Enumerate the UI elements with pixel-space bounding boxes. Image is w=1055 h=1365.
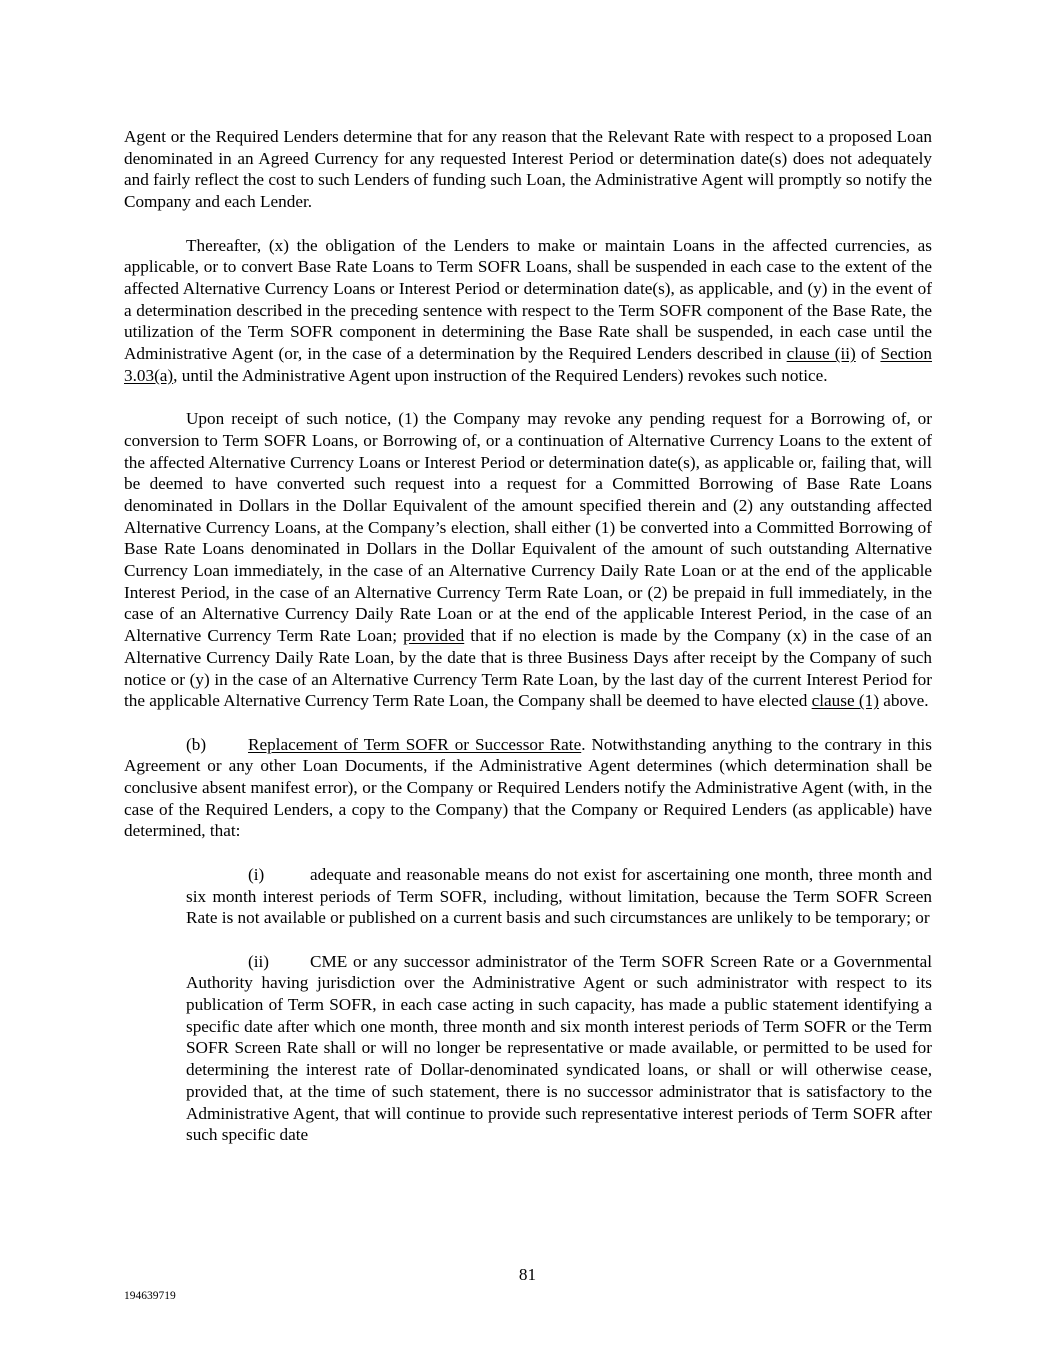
document-body: [124, 126, 932, 1146]
section-b-text: . Notwithstanding anything to the contrary in this Agreement or any other Loan Documents, if the Administrative Agent determines (which determination shall be conclusive absent manifest error), or the Company or Required Lenders notify the Administrative Agent (with, in the case of the Required Lenders, a copy to the Company) that the Company or Required Lenders (as applicable) have determined, that:: [124, 734, 932, 841]
paragraph-thereafter: [124, 235, 932, 387]
paragraph-thereafter-text-b: of: [855, 344, 881, 364]
paragraph-thereafter-text-a: Thereafter, (x) the obligation of the Lenders to make or maintain Loans in the affected currencies, as applicable, or to convert Base Rate Loans to Term SOFR Loans, shall be suspended in each case to the extent of the affected Alternative Currency Loans or Interest Period or determination date(s), as applicable, and (y) in the event of a determination described in the preceding sentence with respect to the Term SOFR component of the Base Rate, the utilization of the Term SOFR component in determining the Base Rate shall be suspended, in each case until the Administrative Agent (or, in the case of a determination by the Required Lenders described in: [124, 235, 932, 364]
section-b-label: (b): [186, 734, 207, 754]
paragraph-b-replacement: [124, 734, 932, 843]
paragraph-upon-receipt-text-b: that if no election is made by the Company (x) in the case of an Alternative Currency Daily Rate Loan, by the date that is three Business Days after receipt by the Company of such notice or (y) in the case of an Alternative Currency Term Rate Loan, by the last day of the current Interest Period for the applicable Alternative Currency Term Rate Loan, the Company shall be deemed to have elected: [124, 626, 932, 711]
provided-term: provided: [403, 626, 465, 646]
section-3-03a-reference: Section 3.03(a): [124, 344, 932, 385]
paragraph-thereafter-text-c: , until the Administrative Agent upon instruction of the Required Lenders) revokes such notice.: [173, 365, 828, 385]
clause-i-label: (i): [248, 864, 265, 884]
clause-i: [186, 864, 932, 929]
document-id: 194639719: [124, 1290, 176, 1302]
page-number: 81: [518, 1265, 537, 1284]
paragraph-upon-receipt: [124, 408, 932, 712]
paragraph-upon-receipt-text-c: above.: [878, 691, 929, 711]
clause-ii-reference: clause (ii): [786, 344, 856, 364]
clause-1-reference: clause (1): [811, 691, 879, 711]
clause-ii-label: (ii): [248, 951, 269, 971]
clause-i-text: adequate and reasonable means do not exist for ascertaining one month, three month and six month interest periods of Term SOFR, including, without limitation, because the Term SOFR Screen Rate is not available or published on a current basis and such circumstances are unlikely to be temporary; or: [186, 864, 932, 928]
section-b-heading: Replacement of Term SOFR or Successor Rate: [248, 734, 582, 754]
clause-ii-text: CME or any successor administrator of the Term SOFR Screen Rate or a Governmental Authority having jurisdiction over the Administrative Agent or such administrator with respect to its publication of Term SOFR, in each case acting in such capacity, has made a public statement identifying a specific date after which one month, three month and six month interest periods of Term SOFR or the Term SOFR Screen Rate shall or will no longer be representative or made available, or permitted to be used for determining the interest rate of Dollar-denominated syndicated loans, or shall or will otherwise cease, provided that, at the time of such statement, there is no successor administrator that is satisfactory to the Administrative Agent, that will continue to provide such representative interest periods of Term SOFR after such specific date: [186, 951, 932, 1145]
paragraph-agent-notice: Agent or the Required Lenders determine that for any reason that the Relevant Rate with respect to a proposed Loan denominated in an Agreed Currency for any requested Interest Period or determination date(s) does not adequately and fairly reflect the cost to such Lenders of funding such Loan, the Administrative Agent will promptly so notify the Company and each Lender.: [124, 127, 932, 212]
clause-ii: [186, 951, 932, 1146]
paragraph-upon-receipt-text-a: Upon receipt of such notice, (1) the Company may revoke any pending request for a Borrowing of, or conversion to Term SOFR Loans, or Borrowing of, or a continuation of Alternative Currency Loans to the extent of the affected Alternative Currency Loans or Interest Period or determination date(s), as applicable or, failing that, will be deemed to have converted such request into a request for a Committed Borrowing of Base Rate Loans denominated in Dollars in the Dollar Equivalent of the amount specified therein and (2) any outstanding affected Alternative Currency Loans, at the Company’s election, shall either (1) be converted into a Committed Borrowing of Base Rate Loans denominated in Dollars in the Dollar Equivalent of the amount of such outstanding Alternative Currency Loan immediately, in the case of an Alternative Currency Daily Rate Loan or at the end of the applicable Interest Period, in the case of an Alternative Currency Term Rate Loan, or (2) be prepaid in full immediately, in the case of an Alternative Currency Daily Rate Loan or at the end of the applicable Interest Period, in the case of an Alternative Currency Term Rate Loan;: [124, 409, 932, 646]
